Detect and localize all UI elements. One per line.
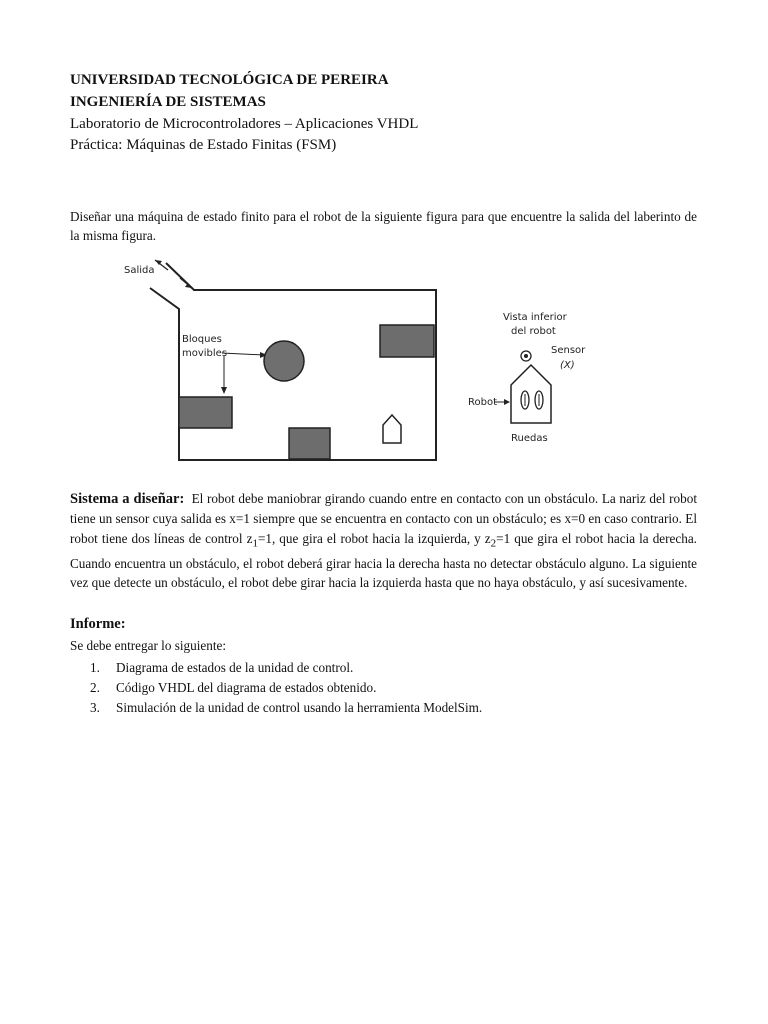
blocks-label-1: Bloques [182, 334, 222, 345]
round-block [264, 341, 304, 381]
system-text-c: =1 que gira el robot hacia la derecha. Cuando encuentra un obstáculo, el robot deberá girar hacia la derecha hasta no detectar obstáculo alguno. La siguiente vez que detecte un obstáculo, el robot debe girar hacia la izquierda hasta que no haya obstáculo, y así sucesivamente. [70, 530, 697, 590]
university-title: UNIVERSIDAD TECNOLÓGICA DE PEREIRA [70, 72, 389, 88]
maze-figure [120, 258, 586, 468]
subscript-2: 2 [490, 537, 497, 550]
robot-label: Robot [468, 397, 498, 408]
report-intro: Se debe entregar lo siguiente: [70, 638, 226, 653]
report-title: Informe: [70, 616, 126, 632]
list-item: 3. Simulación de la unidad de control usando la herramienta ModelSim. [90, 700, 483, 715]
program-title: INGENIERÍA DE SISTEMAS [70, 94, 266, 110]
system-text-b: =1, que gira el robot hacia la izquierda, y z [257, 530, 491, 546]
list-item: 2. Código VHDL del diagrama de estados obtenido. [90, 680, 377, 695]
wheels-label: Ruedas [511, 433, 548, 444]
block-bottom [289, 428, 330, 459]
report-list [70, 658, 482, 718]
robot-in-maze [383, 415, 401, 443]
blocks-label-2: movibles [182, 348, 228, 359]
bottom-view-label-1: Vista inferior [503, 312, 567, 323]
sensor-var: (X) [560, 360, 575, 371]
block-top-right [380, 325, 434, 357]
sensor-label: Sensor [551, 345, 586, 356]
list-item: 1. Diagrama de estados de la unidad de control. [90, 660, 354, 675]
practice-title: Práctica: Máquinas de Estado Finitas (FSM) [70, 137, 337, 153]
exit-label: Salida [124, 265, 155, 276]
system-text-a: El robot debe maniobrar girando cuando entre en contacto con un obstáculo. La nariz del robot tiene un sensor cuya salida es x=1 siempre que se encuentra en contacto con un obstáculo; es x=0 en caso contrario. El robot tiene dos líneas de control z [70, 491, 697, 546]
lab-title: Laboratorio de Microcontroladores – Aplicaciones VHDL [70, 116, 419, 132]
intro-paragraph: Diseñar una máquina de estado finito para el robot de la siguiente figura para que encuentre la salida del laberinto de la misma figura. [70, 209, 697, 244]
blocks-pointer [222, 353, 264, 355]
system-title: Sistema a diseñar: [70, 491, 185, 507]
system-paragraph [70, 489, 697, 592]
bottom-view-label-2: del robot [511, 326, 556, 337]
block-left [179, 397, 232, 428]
subscript-1: 1 [252, 537, 258, 550]
robot-bottom-view [511, 365, 551, 423]
